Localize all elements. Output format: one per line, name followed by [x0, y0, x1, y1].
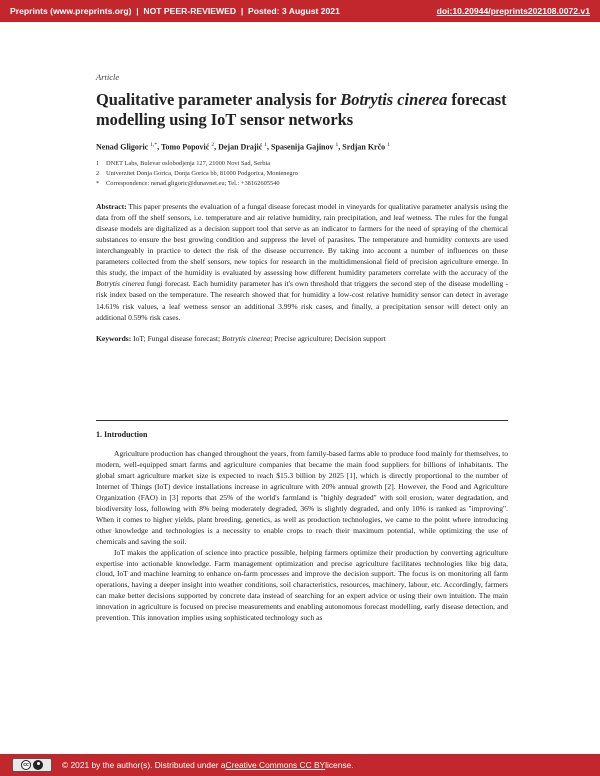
affiliation: 2 Univerzitet Donja Gorica, Donja Gorica bb, 81000 Podgorica, Montenegro [96, 169, 298, 177]
review-status: NOT PEER-REVIEWED [143, 6, 237, 16]
article-front-matter [96, 72, 508, 352]
abstract: Abstract: This paper presents the evaluation of a fungal disease forecast model in vineyards for qualitative parameter analysis using the data from off the shelf sensors, i.e. temperature and air relative humidity, rain precipitation, and leaf wetness. The rules for the fungal disease models are digitalized as a decision support tool that serve as an indicator to farmers for the need of spraying of the chemical substances to ensure the best growing condition and suppress the level of parasites. The temperature and humidity contexts are used interchangeably in practice to detect the risk of the disease occurrence. By taking into account a number of influences on these parameters collected from the shelf sensors, new topics for research in the multidimensional field of precision agriculture emerge. In this study, the impact of the humidity is evaluated by assessing how different humidity parameters correlate with the accuracy of the Botrytis cinerea fungi forecast. Each humidity parameter has it's own threshold that triggers the second step of the disease modelling - risk index based on the temperature. The research showed that for humidity a low-cost relative humidity sensor can detect in average 14.61% risk values, a leaf wetness sensor an additional 3.99% risk cases, and finally, a precipitation sensor will detect only an additional 0.59% risk cases. [96, 201, 508, 322]
author: Dejan Drajić [218, 142, 263, 152]
posted-date: Posted: 3 August 2021 [248, 6, 340, 16]
keywords: Keywords: IoT; Fungal disease forecast; Botrytis cinerea; Precise agriculture; Decision support [96, 333, 386, 343]
cc-by-badge[interactable] [12, 758, 52, 772]
doi-link[interactable]: doi:10.20944/preprints202108.0072.v1 [436, 6, 590, 16]
license-link[interactable]: Creative Commons CC BY [225, 760, 326, 770]
paragraph: IoT makes the application of science into practice possible, helping farmers optimize their production by converting agriculture expertise into actionable knowledge. Farm management optimization and precise agriculture facilitates technologies like big data, cloud, IoT and machine learning to enhance on-farm processes and improve the decision support. The focus is on monitoring all farm operations, having a deeper insight into weather conditions, soil characteristics, resources, machinery, labour, etc. Accordingly, farmers can make better decisions supported by concrete data instead of searching for an expert advice or using their own intuition. The main innovation in agriculture is focused on precise measurements and enabling autonomous forecast modelling, early disease detection, and prevention. This innovation implies using sophisticated technology such as [96, 547, 508, 623]
article-title: Qualitative parameter analysis for Botrytis cinerea forecast modelling using IoT sensor networks [96, 90, 507, 129]
paragraph: Agriculture production has changed throughout the years, from family-based farms able to produce food mainly for themselves, to modern, well-equipped smart farms and agriculture companies that became the main food suppliers for billions of inhabitants. The global smart agriculture market size is expected to reach $15.3 billion by 2025 [1], which is directly proportional to the number of Internet of Things (IoT) device installations increase in agriculture with 20% annual growth [2]. However, the Food and Agriculture Organization (FAO) in [3] reports that 25% of the world's farmland is "highly degraded" with soil erosion, water degradation, and biodiversity loss, following with 8% being moderately degraded, 36% is slightly degraded, and only 10% is ranked as "improving". When it comes to higher yields, plant breeding, genetics, as well as production technologies, we came to the point where introducing other knowledge and technologies is a necessity to enable crops to reach their maximum potential, while optimizing the use of chemicals and saving the soil. [96, 449, 508, 546]
correspondence: * Correspondence: nenad.gligoric@dunavnet.eu; Tel.: +38162605540 [96, 179, 280, 187]
affiliations [96, 159, 508, 189]
author-list: Nenad Gligoric $^{1,*}$, Tomo Popović $^2$, Dejan Drajić $^1$, Spasenija Gajinov $^1$, Srdjan Krčo $^1$ [96, 142, 390, 152]
header-bar [0, 0, 600, 22]
header-left: Preprints (www.preprints.org) | NOT PEER-REVIEWED | Posted: 3 August 2021 [10, 6, 340, 16]
author: Srdjan Krčo [342, 142, 386, 152]
cc-icon: cc [21, 760, 31, 770]
author: Spasenija Gajinov [271, 142, 334, 152]
introduction-section [96, 430, 508, 624]
footer-bar: cc © 2021 by the author(s). Distributed under a Creative Commons CC BY license. [0, 754, 600, 776]
affiliation: 1 DNET Labs, Bulevar oslobodjenja 127, 21000 Novi Sad, Serbia [96, 159, 271, 167]
section-divider [96, 420, 508, 421]
article-type: Article [96, 72, 120, 82]
attribution-icon [33, 760, 43, 770]
author: Tomo Popović [160, 142, 210, 152]
site-link[interactable]: Preprints (www.preprints.org) [10, 6, 132, 16]
author: Nenad Gligoric [96, 142, 149, 152]
section-heading: 1. Introduction [96, 430, 148, 439]
